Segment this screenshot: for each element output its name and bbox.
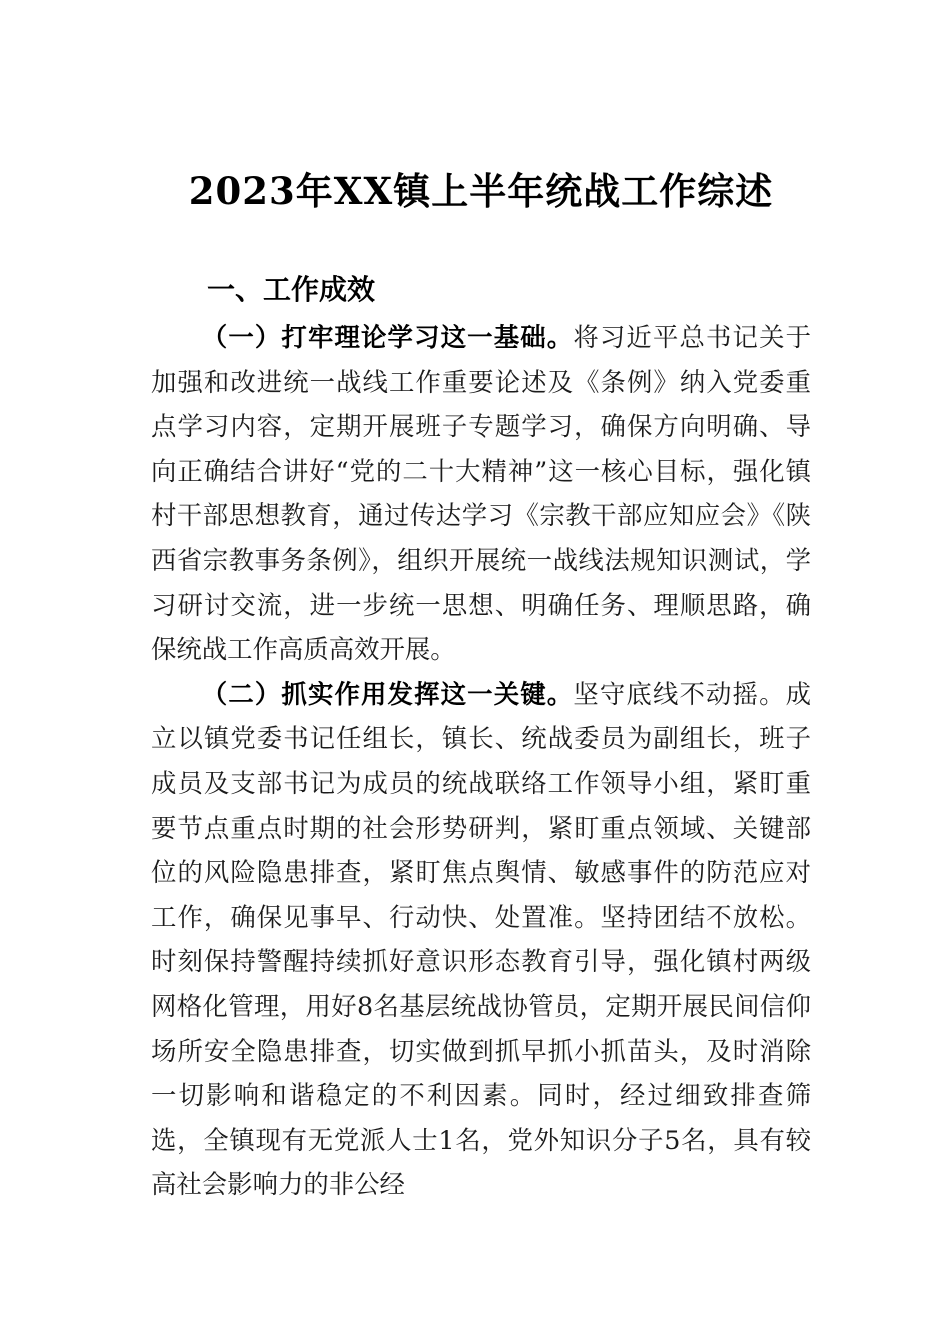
paragraph-lead: （二）抓实作用发挥这一关键。 xyxy=(201,678,574,709)
paragraph-lead: （一）打牢理论学习这一基础。 xyxy=(201,322,574,352)
section-heading: 一、工作成效 xyxy=(207,273,376,306)
paragraph-body: 坚守底线不动摇。成立以镇党委书记任组长，镇长、统战委员为副组长，班子成员及支部书记为成员的统战联络工作领导小组，紧盯重要节点重点时期的社会形势研判，紧盯重点领域、关键部位的风险隐患排查，紧盯焦点舆情、敏感事件的防范应对工作，确保见事早、行动快、处置准。坚持团结不放松。时刻保持警醒持续抓好意识形态教育引导，强化镇村两级网格化管理，用好8名基层统战协管员，定期开展民间信仰场所安全隐患排查，切实做到抓早抓小抓苗头，及时消除一切影响和谐稳定的不利因素。同时，经过细致排查筛选，全镇现有无党派人士1名，党外知识分子5名，具有较高社会影响力的非公经 xyxy=(151,678,812,1200)
paragraph xyxy=(151,672,811,1207)
paragraph xyxy=(151,315,811,672)
paragraph-body: 将习近平总书记关于加强和改进统一战线工作重要论述及《条例》纳入党委重点学习内容，定期开展班子专题学习，确保方向明确、导向正确结合讲好“党的二十大精神”这一核心目标，强化镇村干部思想教育，通过传达学习《宗教干部应知应会》《陕西省宗教事务条例》，组织开展统一战线法规知识测试，学习研讨交流，进一步统一思想、明确任务、理顺思路，确保统战工作高质高效开展。 xyxy=(151,322,812,665)
document-title: 2023年XX镇上半年统战工作综述 xyxy=(188,169,774,213)
